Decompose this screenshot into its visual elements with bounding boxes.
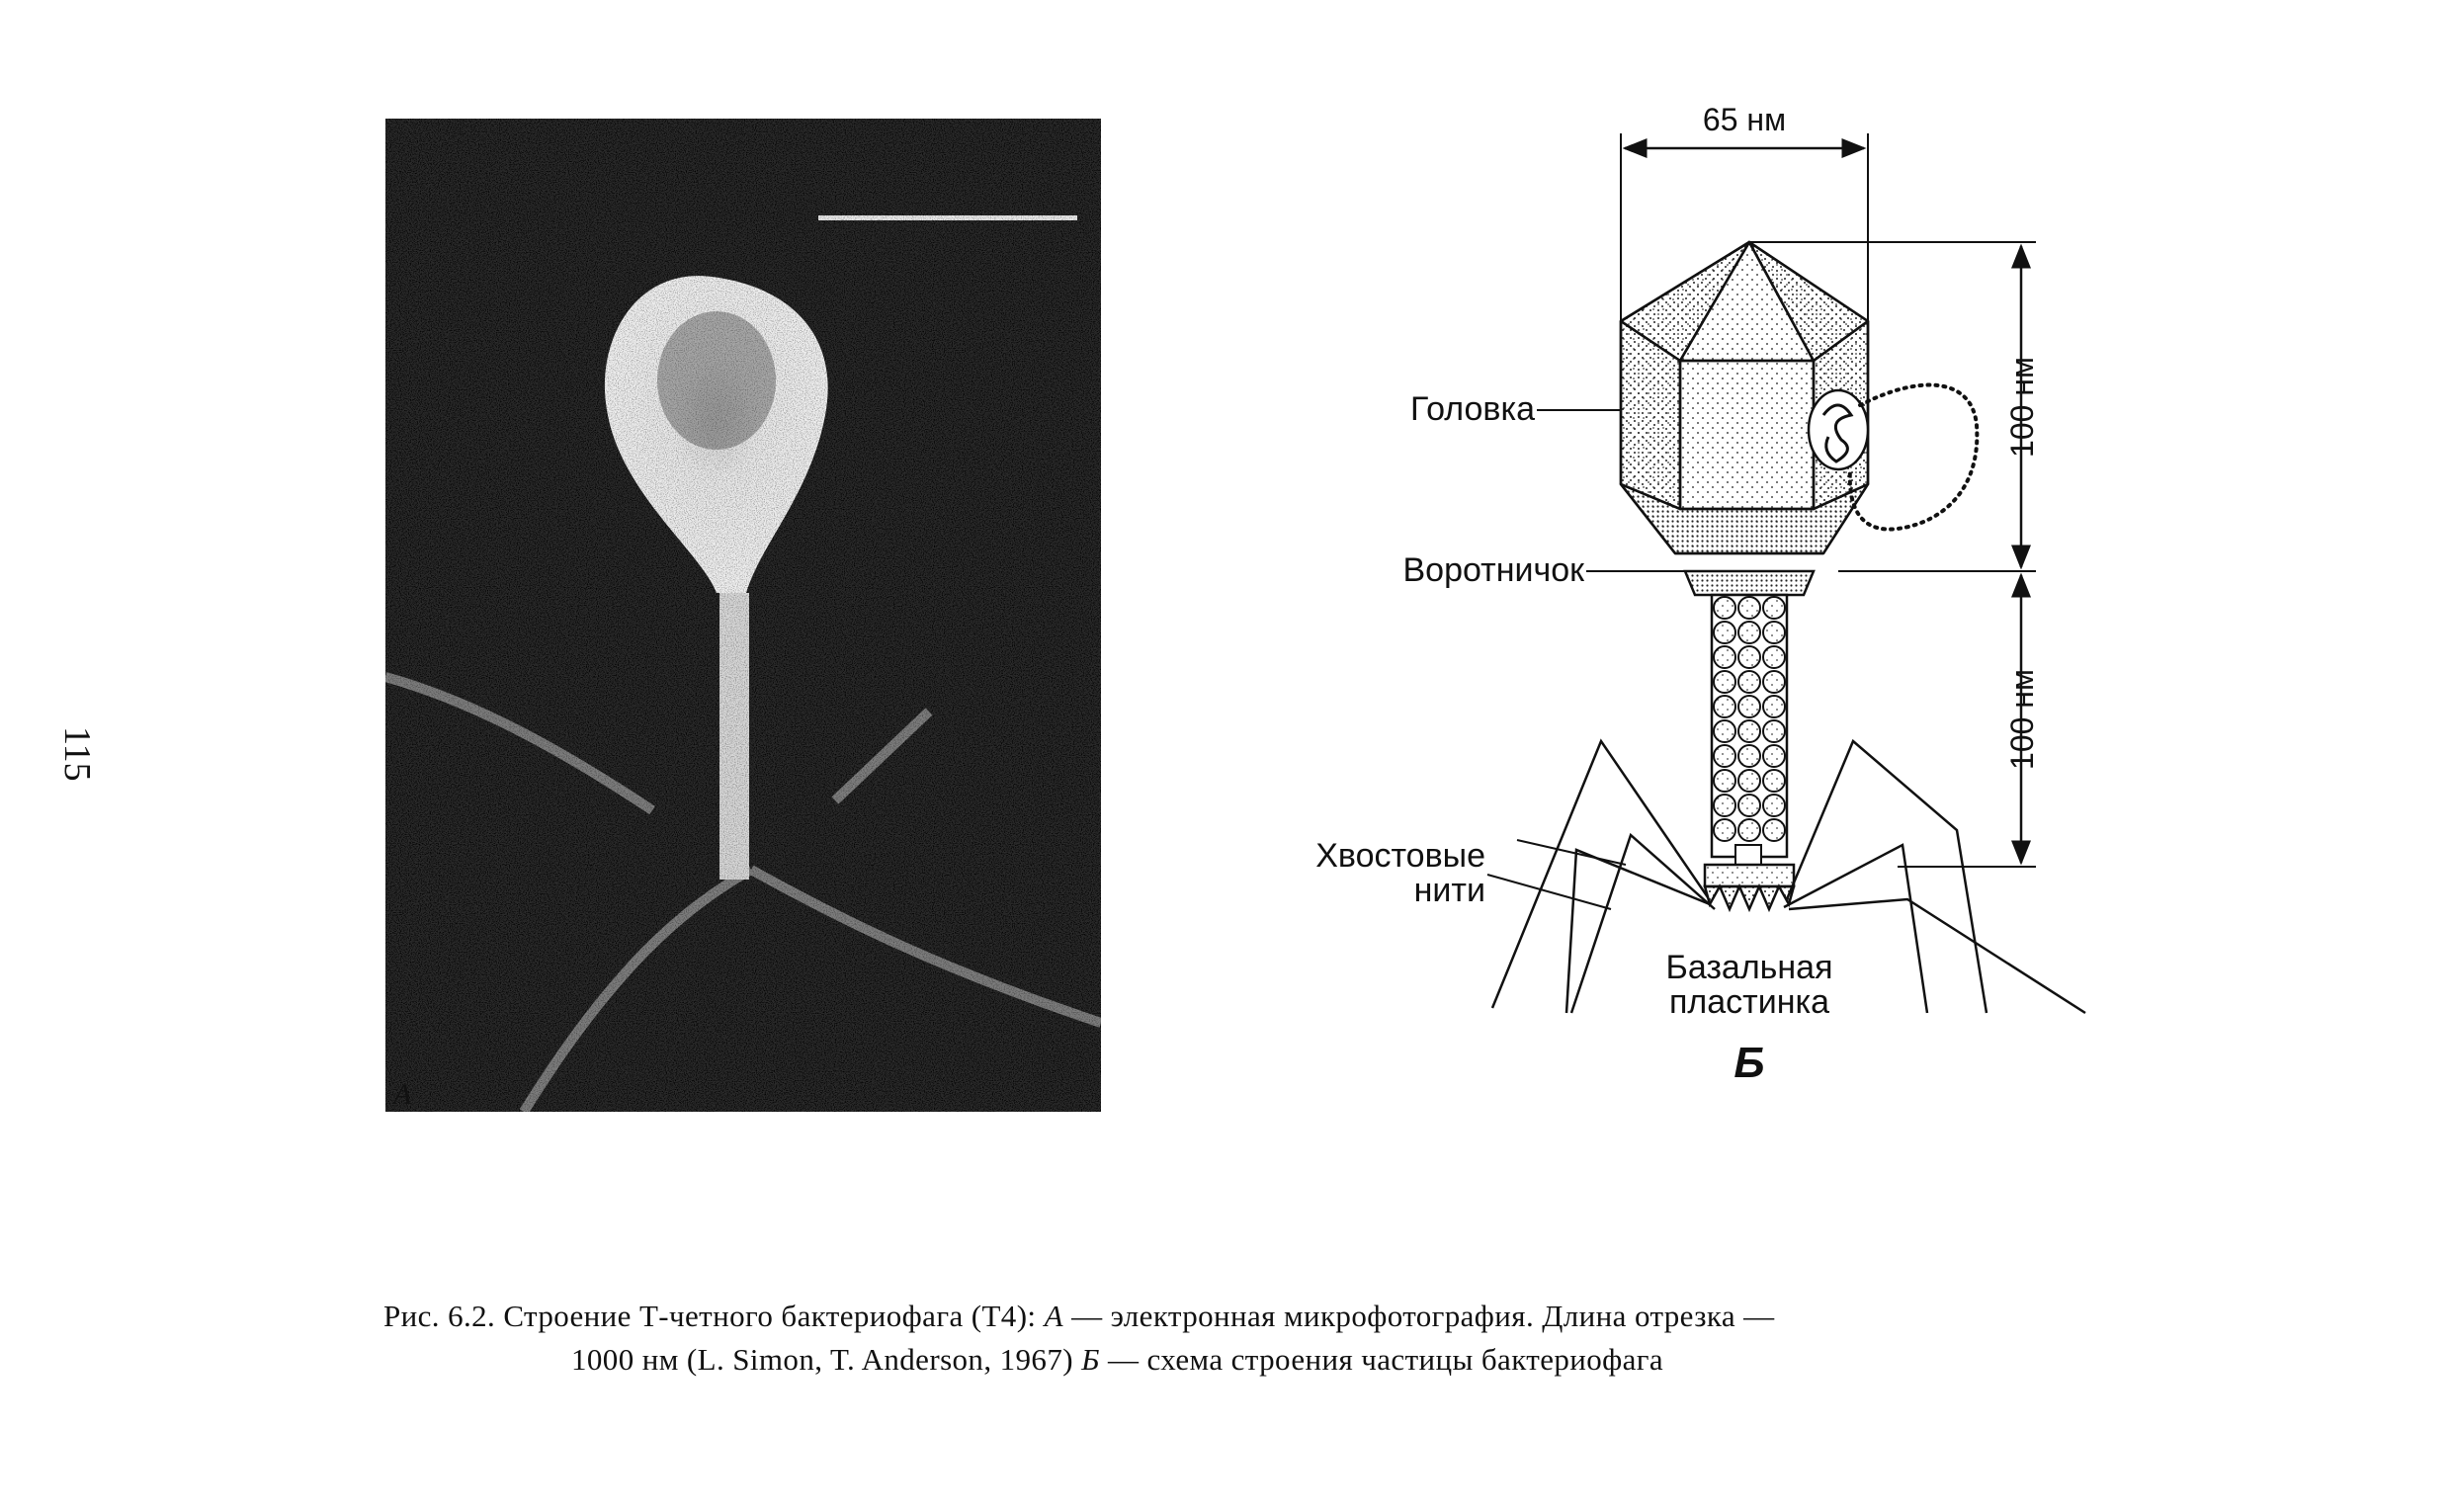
caption-line2-rest: — схема строения частицы бактериофага [1099,1342,1664,1377]
base-plate [1705,865,1794,909]
caption-line-2 [383,1338,2103,1382]
label-collar: Воротничок [1402,551,1584,589]
head-height-label: 100 нм [2004,357,2040,458]
caption-line1-prefix: Рис. 6.2. Строение Т-четного бактериофага (Т4): [383,1299,1045,1333]
caption-letter-a: А [1044,1299,1063,1333]
width-label: 65 нм [1702,102,1787,137]
electron-micrograph [385,119,1101,1112]
phage-schematic [1245,79,2411,1127]
phage-collar [1685,571,1814,595]
panel-letter-b: Б [1733,1039,1765,1087]
caption-line-1 [383,1295,2103,1338]
page-number: 115 [56,726,98,782]
panel-letter-a: A [393,1078,412,1111]
label-head: Головка [1409,390,1535,428]
caption-line2-prefix: 1000 нм (L. Simon, T. Anderson, 1967) [571,1342,1082,1377]
figure-caption [383,1295,2103,1382]
caption-line1-rest: — электронная микрофотография. Длина отрезка — [1062,1299,1775,1333]
label-base-plate-2: пластинка [1668,983,1830,1021]
tail-sheath [1712,595,1787,865]
label-tail-fibers-1: Хвостовые [1315,837,1485,875]
tail-height-label: 100 нм [2004,669,2040,770]
caption-letter-b: Б [1081,1342,1100,1377]
label-base-plate-1: Базальная [1665,949,1833,986]
label-tail-fibers-2: нити [1413,872,1485,909]
